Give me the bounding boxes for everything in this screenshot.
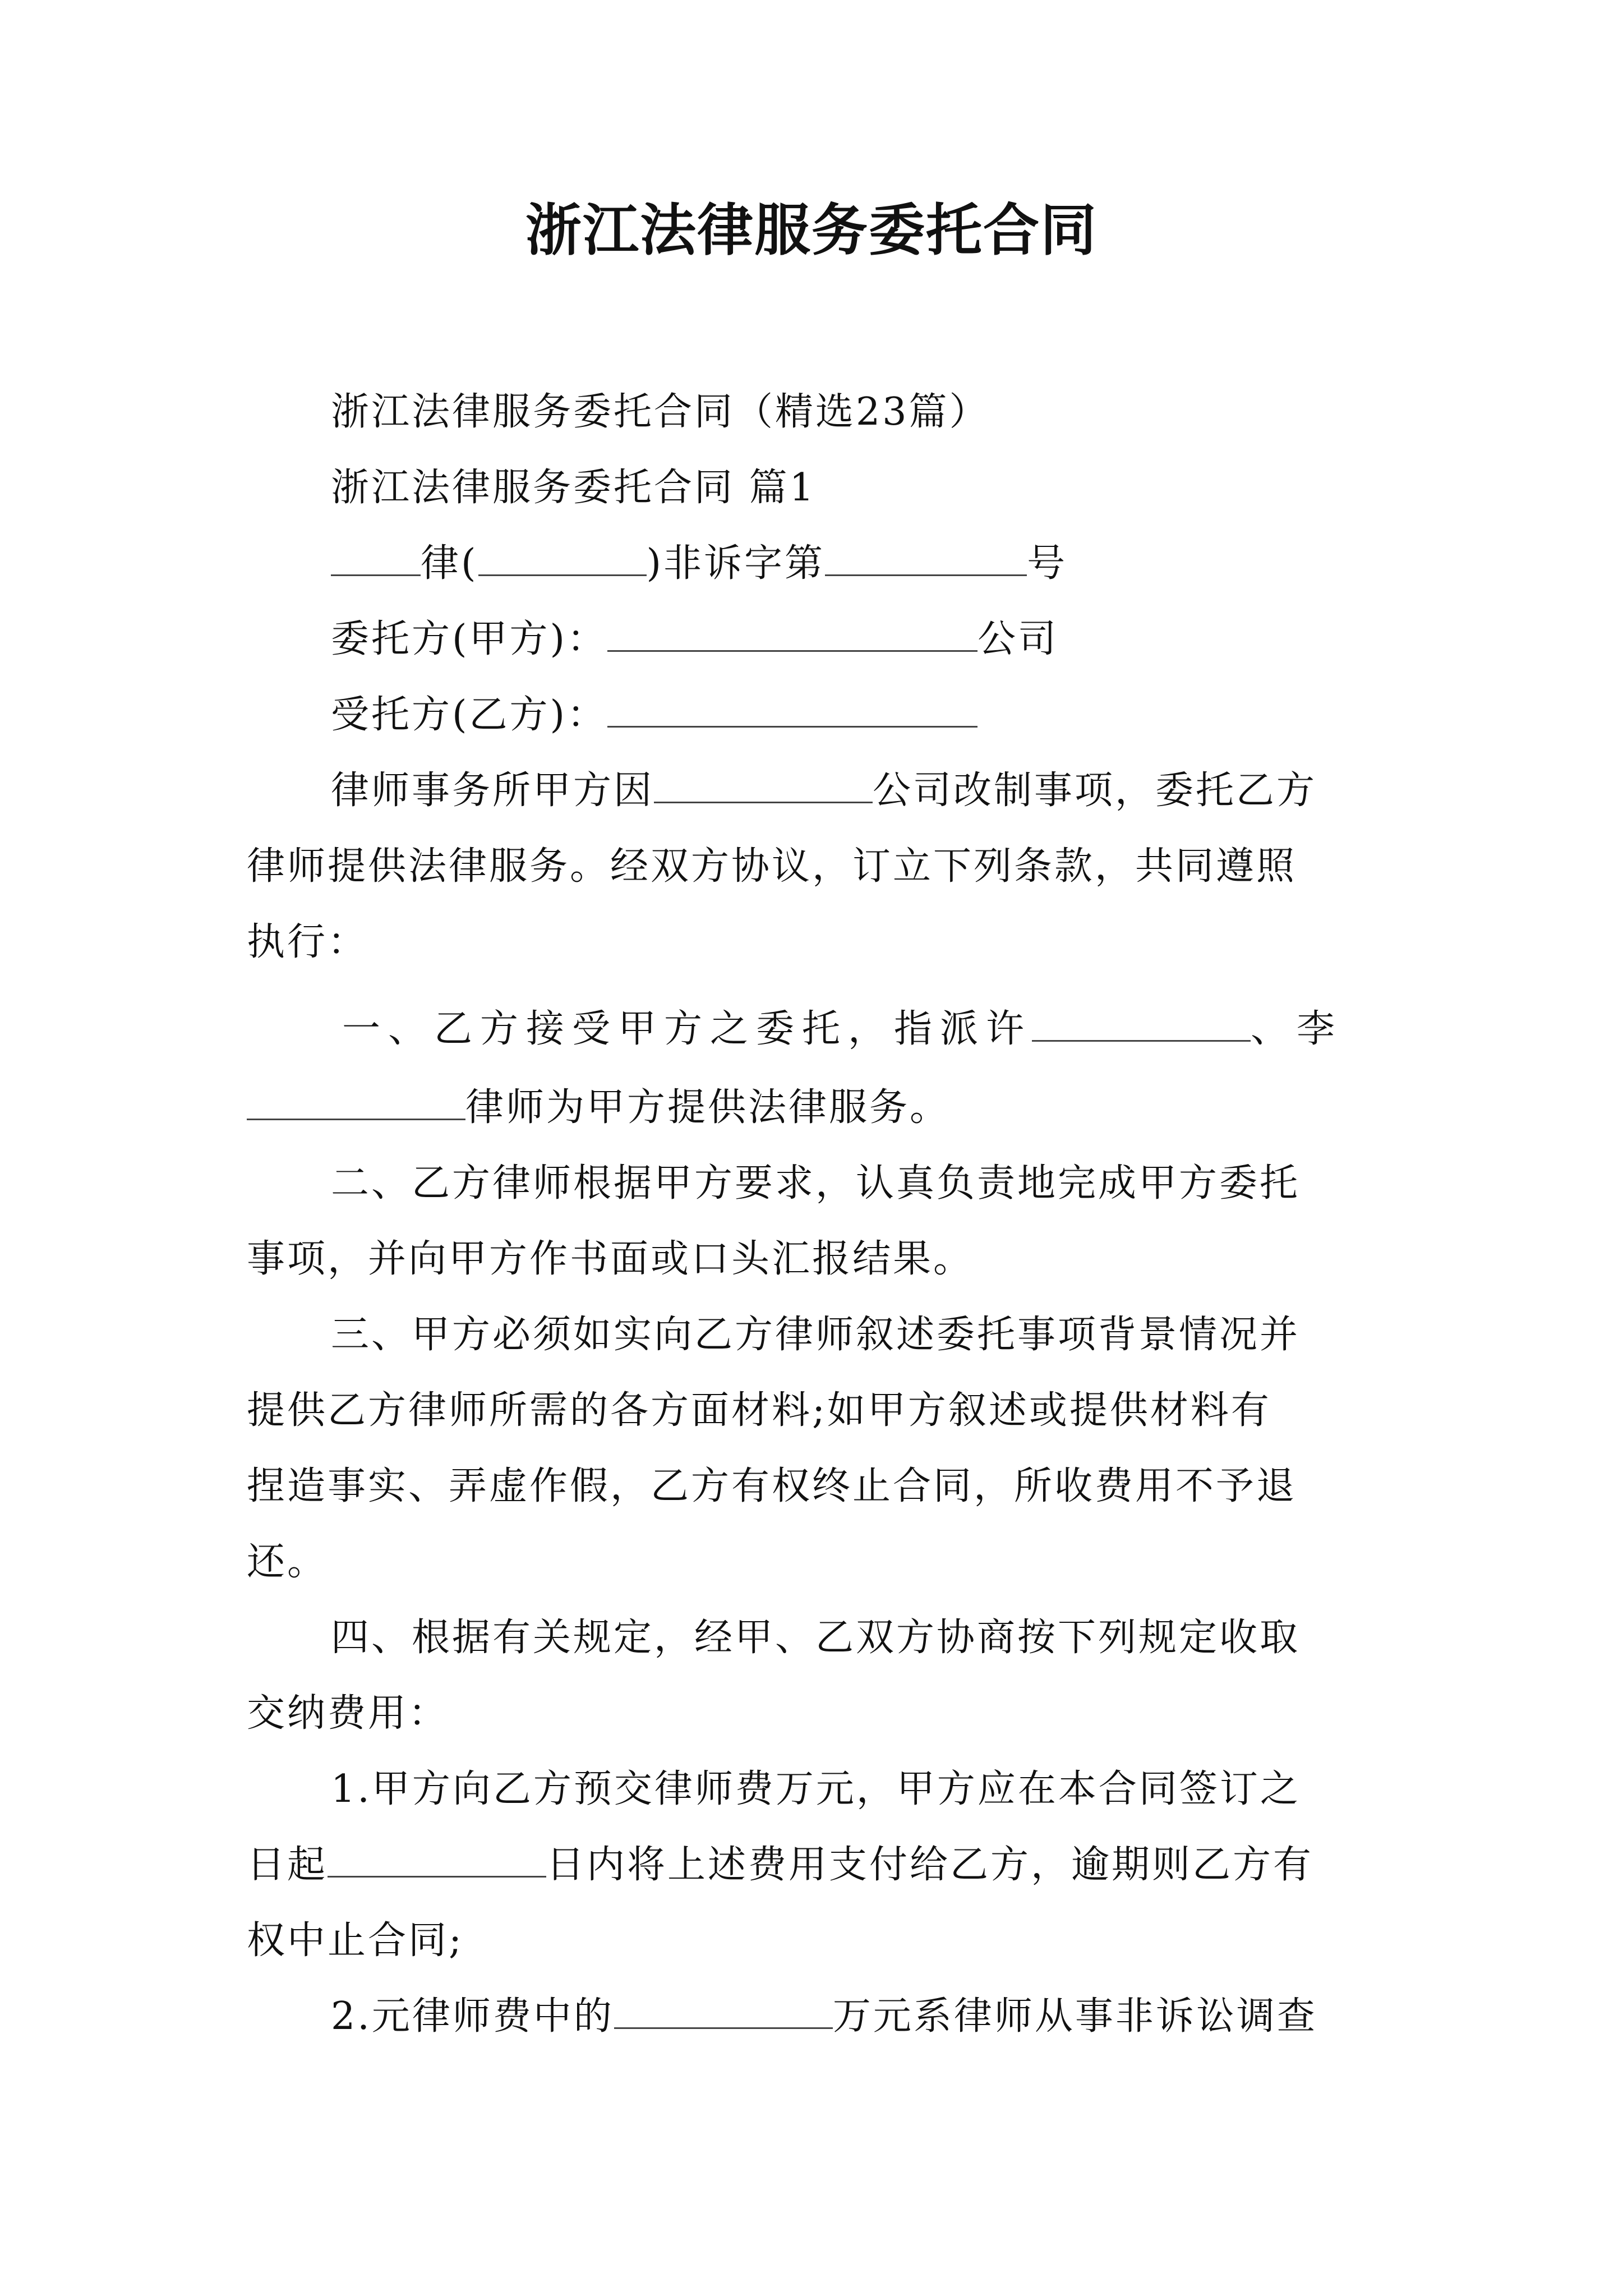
item-1-line: 1.甲方向乙方预交律师费万元，甲方应在本合同签订之 (331, 1767, 1301, 1811)
item-2-line (331, 1989, 1317, 2045)
agent-line (331, 687, 978, 743)
intro-line: 执行： (247, 920, 368, 964)
clause-3-line: 提供乙方律师所需的各方面材料;如甲方叙述或提供材料有 (247, 1388, 1271, 1433)
doc-number-text: 号 (1027, 541, 1068, 586)
blank-field[interactable] (654, 768, 873, 803)
clause-text: 、李 (1251, 1007, 1343, 1051)
clause-text: 一、乙方接受甲方之委托，指派许 (342, 1007, 1032, 1051)
blank-field[interactable] (247, 1085, 465, 1120)
blank-field[interactable] (614, 1994, 833, 2029)
client-suffix: 公司 (978, 617, 1059, 661)
clause-4-line: 四、根据有关规定，经甲、乙双方协商按下列规定收取 (331, 1616, 1301, 1660)
blank-field[interactable] (1032, 1006, 1251, 1042)
blank-field[interactable] (607, 692, 978, 728)
doc-number-text: )非诉字第 (646, 541, 826, 586)
clause-4-line: 交纳费用： (247, 1691, 449, 1736)
section-heading: 浙江法律服务委托合同 篇1 (331, 466, 816, 510)
item-text: 2.元律师费中的 (331, 1994, 614, 2039)
intro-line: 律师提供法律服务。经双方协议，订立下列条款，共同遵照 (247, 844, 1297, 889)
client-label: 委托方(甲方)： (331, 617, 608, 661)
clause-3-line: 三、甲方必须如实向乙方律师叙述委托事项背景情况并 (331, 1313, 1301, 1357)
blank-field[interactable] (331, 541, 421, 576)
clause-3-line: 还。 (247, 1540, 328, 1584)
agent-label: 受托方(乙方)： (331, 693, 608, 737)
blank-field[interactable] (328, 1842, 546, 1878)
clause-2-line: 二、乙方律师根据甲方要求，认真负责地完成甲方委托 (331, 1161, 1301, 1205)
clause-1-line (342, 1001, 1343, 1057)
doc-number-text: 律( (421, 541, 478, 586)
clause-text: 律师为甲方提供法律服务。 (465, 1085, 951, 1130)
blank-field[interactable] (478, 541, 647, 576)
item-text: 日内将上述费用支付给乙方，逾期则乙方有 (546, 1843, 1314, 1887)
blank-field[interactable] (825, 541, 1027, 576)
item-text: 日起 (247, 1843, 328, 1887)
clause-2-line: 事项，并向甲方作书面或口头汇报结果。 (247, 1237, 974, 1281)
item-1-line: 权中止合同; (247, 1918, 464, 1963)
blank-field[interactable] (607, 616, 978, 652)
clause-1-line (247, 1080, 950, 1136)
intro-text: 律师事务所甲方因 (331, 769, 654, 813)
doc-number-line (331, 536, 1067, 592)
item-text: 万元系律师从事非诉讼调查 (832, 1994, 1317, 2039)
clause-3-line: 捏造事实、弄虚作假，乙方有权终止合同，所收费用不予退 (247, 1464, 1297, 1508)
item-1-line (247, 1837, 1313, 1893)
client-line (331, 611, 1058, 668)
intro-text: 公司改制事项，委托乙方 (873, 769, 1317, 813)
document-title: 浙江法律服务委托合同 (525, 197, 1098, 263)
document-subtitle: 浙江法律服务委托合同（精选23篇） (331, 390, 990, 434)
intro-line (331, 763, 1317, 819)
